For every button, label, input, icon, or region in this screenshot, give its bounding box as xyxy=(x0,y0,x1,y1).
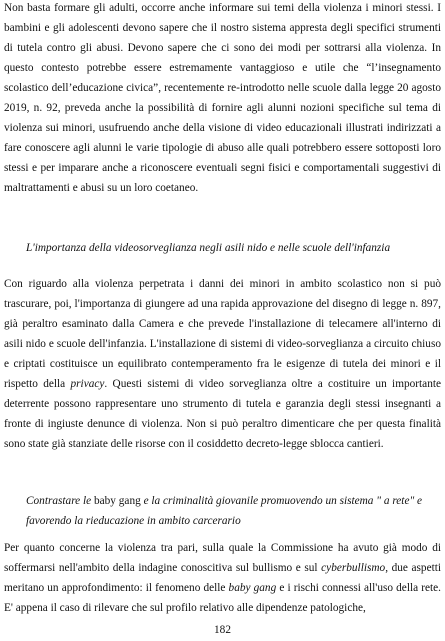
heading-baby-gang-part2: e la criminalità giovanile promuovendo un sistema " a rete" e favorendo la rieducazione in ambito carcerario xyxy=(26,495,423,527)
heading-baby-gang-term: baby gang xyxy=(94,495,141,507)
paragraph-videosurveillance-text-b: . Questi sistemi di video sorveglianza oltre a costituire un importante deterrente possono rappresentare uno strumento di tutela e garanzia degli stessi insegnanti a fronte di ingiuste denunce di violenza. Non si può peraltro dimenticare che per questa finalità sono state già stanziate delle risorse con il cosiddetto decreto-legge sblocca cantieri. xyxy=(4,378,441,450)
section-heading-videosurveillance: L'importanza della videosorveglianza negli asili nido e nelle scuole dell'infanzia xyxy=(26,242,391,254)
baby-gang-term: baby gang xyxy=(228,582,277,594)
page-number: 182 xyxy=(214,624,231,636)
paragraph-peer-violence xyxy=(4,538,441,618)
paragraph-peer-violence-text-c: e i rischi connessi all'uso della rete. E' appena il caso di rilevare che sul profilo relativo alle dipendenze patologiche, xyxy=(4,582,441,614)
section-heading-baby-gang xyxy=(26,491,441,531)
paragraph-videosurveillance xyxy=(4,274,441,454)
paragraph-videosurveillance-text-a: Con riguardo alla violenza perpetrata i danni dei minori in ambito scolastico non si può trascurare, poi, l'importanza di giungere ad una rapida approvazione del disegno di legge n. 897, già peraltro esaminato dalla Camera e che prevede l'installazione di telecamere all'interno di asili nido e scuole dell'infanzia. L'installazione di sistemi di video-sorveglianza a circuito chiuso e criptati costituisce un equilibrato contemperamento fra le esigenze di tutela dei minori e il rispetto della xyxy=(4,278,441,390)
paragraph-peer-violence-text-b: , due aspetti meritano un approfondimento: il fenomeno delle xyxy=(4,562,441,594)
paragraph-peer-violence-text-a: Per quanto concerne la violenza tra pari, sulla quale la Commissione ha avuto già modo di soffermarsi nell'ambito della indagine conoscitiva sul bullismo e sul xyxy=(4,542,441,574)
cyberbullismo-term: cyberbullismo xyxy=(321,562,386,574)
privacy-term: privacy xyxy=(70,378,105,390)
heading-baby-gang-part1: Contrastare le xyxy=(26,495,94,507)
paragraph-minors-education: Non basta formare gli adulti, occorre anche informare sui temi della violenza i minori stessi. I bambini e gli adolescenti devono sapere che il nostro sistema appresta degli specifici strumenti di tutela contro gli abusi. Devono sapere che ci sono dei modi per sottrarsi alla violenza. In questo contesto potrebbe essere estremamente vantaggioso e utile che “l’insegnamento scolastico dell’educazione civica”, recentemente re-introdotto nelle scuole dalla legge 20 agosto 2019, n. 92, preveda anche la possibilità di fornire agli alunni nozioni specifiche sul tema di violenza sui minori, usufruendo anche della visione di video educazionali illustrati indirizzati a fare conoscere agli alunni le varie tipologie di abuso alle quali potrebbero essere sottoposti loro stessi e per imparare anche a riconoscere eventuali segni fisici e comportamentali suggestivi di maltrattamenti e abusi su un loro coetaneo. xyxy=(4,2,441,194)
